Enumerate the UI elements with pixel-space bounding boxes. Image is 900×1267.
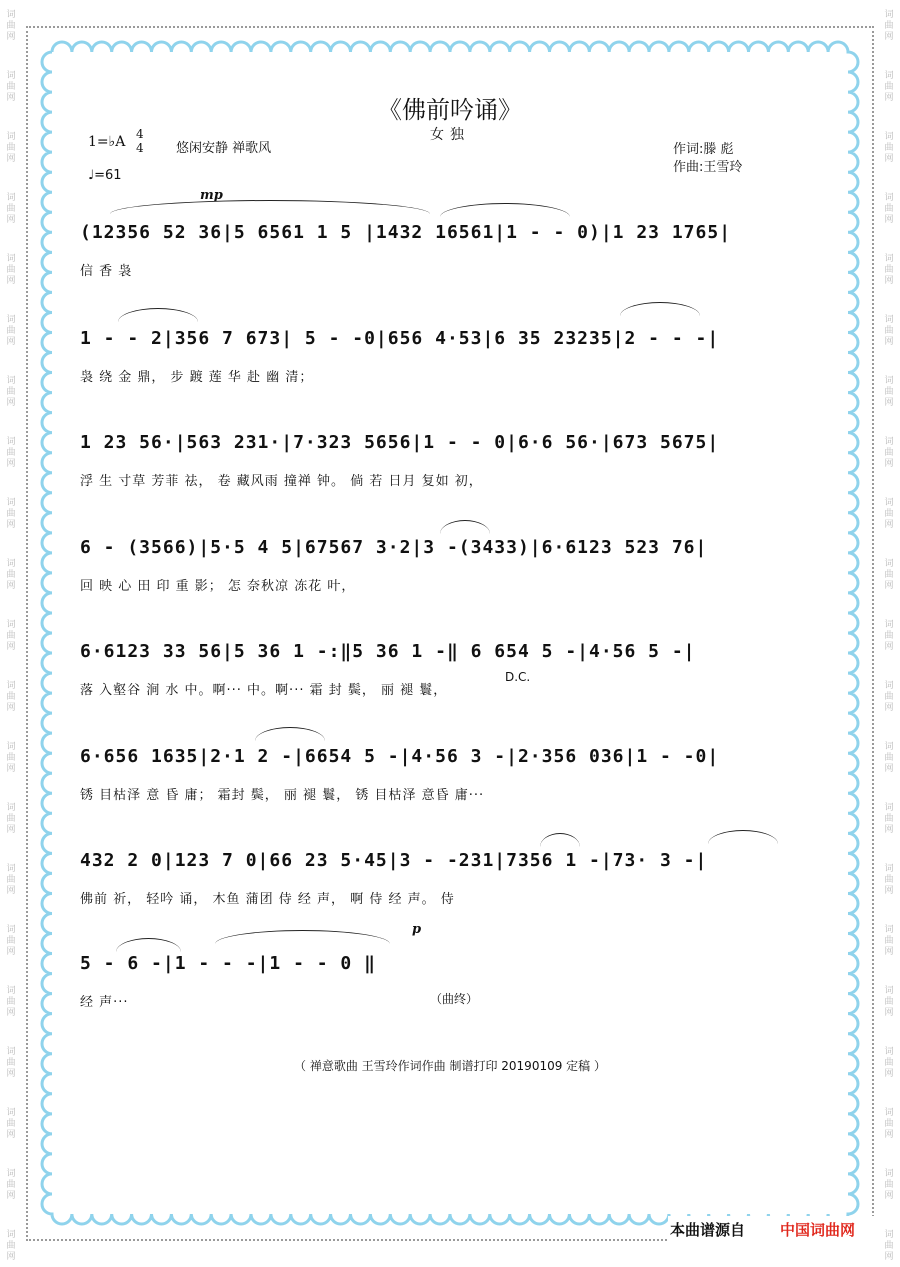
watermark-char: 词: [6, 559, 16, 569]
watermark-char: 词: [6, 925, 16, 935]
watermark-char: 曲: [884, 326, 894, 336]
watermark-char: 曲: [6, 448, 16, 458]
watermark-char: 网: [6, 520, 16, 530]
watermark-group: [6, 925, 15, 958]
end-marking: （曲终）: [430, 992, 479, 1006]
watermark-char: 网: [884, 337, 894, 347]
watermark-char: 曲: [6, 143, 16, 153]
watermark-char: 网: [884, 764, 894, 774]
watermark-group: [884, 1169, 893, 1202]
watermark-group: [6, 254, 15, 287]
watermark-char: 曲: [884, 265, 894, 275]
right-watermark-column: [878, 0, 900, 1267]
lyrics-line: 浮 生 寸草 芳菲 祛， 卷 藏风雨 撞禅 钟。 倘 若 日月 复如 初，: [80, 474, 483, 489]
watermark-char: 词: [884, 498, 894, 508]
watermark-char: 曲: [884, 204, 894, 214]
watermark-char: 词: [884, 1047, 894, 1057]
watermark-char: 曲: [884, 448, 894, 458]
watermark-char: 曲: [884, 692, 894, 702]
watermark-char: 词: [884, 986, 894, 996]
watermark-group: [884, 681, 893, 714]
watermark-char: 词: [884, 10, 894, 20]
watermark-group: [884, 315, 893, 348]
watermark-char: 词: [6, 986, 16, 996]
watermark-char: 网: [6, 215, 16, 225]
watermark-char: 网: [6, 398, 16, 408]
time-signature: [136, 127, 144, 155]
watermark-char: 网: [884, 1008, 894, 1018]
dynamic-start: mp: [200, 188, 223, 203]
watermark-char: 词: [6, 498, 16, 508]
watermark-char: 网: [6, 93, 16, 103]
time-signature-bottom: 4: [136, 141, 144, 155]
watermark-char: 词: [884, 620, 894, 630]
watermark-char: 曲: [6, 631, 16, 641]
watermark-char: 词: [884, 71, 894, 81]
dc-marking: D.C.: [505, 670, 531, 684]
source-site-link[interactable]: 中国词曲网: [780, 1221, 856, 1239]
watermark-char: 词: [6, 376, 16, 386]
watermark-group: [6, 681, 15, 714]
watermark-char: 网: [6, 947, 16, 957]
watermark-char: 网: [6, 825, 16, 835]
lyrics-line: 信 香 袅: [80, 264, 133, 279]
watermark-group: [884, 1230, 893, 1263]
lyricist-credit: 作词:滕 彪: [673, 142, 734, 157]
composer-credit: 作曲:王雪玲: [673, 160, 743, 175]
watermark-char: 曲: [6, 204, 16, 214]
watermark-group: [884, 986, 893, 1019]
watermark-char: 词: [884, 1169, 894, 1179]
notation-line: (12356 52 36|5 6561 1 5 |1432 16561|1 - - 0)|1 23 1765|: [80, 222, 732, 243]
mood-marking: 悠闲安静 禅歌风: [176, 141, 272, 156]
watermark-char: 曲: [884, 1058, 894, 1068]
watermark-char: 曲: [884, 814, 894, 824]
watermark-char: 网: [6, 337, 16, 347]
watermark-char: 词: [6, 1169, 16, 1179]
watermark-char: 词: [884, 1108, 894, 1118]
watermark-char: 网: [884, 581, 894, 591]
watermark-char: 网: [6, 154, 16, 164]
watermark-char: 曲: [6, 21, 16, 31]
watermark-group: [6, 437, 15, 470]
watermark-char: 曲: [6, 814, 16, 824]
watermark-char: 曲: [884, 1241, 894, 1251]
watermark-group: [6, 803, 15, 836]
watermark-group: [6, 193, 15, 226]
watermark-char: 词: [884, 437, 894, 447]
watermark-char: 曲: [884, 143, 894, 153]
notation-line: 1 23 56·|563 231·|7·323 5656|1 - - 0|6·6 56·|673 5675|: [80, 432, 720, 453]
notation-line: 432 2 0|123 7 0|66 23 5·45|3 - -231|7356 1 -|73· 3 -|: [80, 850, 708, 871]
watermark-char: 网: [884, 1130, 894, 1140]
watermark-char: 词: [6, 620, 16, 630]
watermark-char: 词: [884, 559, 894, 569]
watermark-char: 曲: [884, 21, 894, 31]
notation-line: 1 - - 2|356 7 673| 5 - -0|656 4·53|6 35 23235|2 - - -|: [80, 328, 720, 349]
watermark-char: 曲: [6, 1241, 16, 1251]
watermark-group: [6, 376, 15, 409]
watermark-char: 网: [6, 886, 16, 896]
watermark-group: [884, 193, 893, 226]
watermark-char: 网: [884, 32, 894, 42]
watermark-char: 网: [884, 1069, 894, 1079]
watermark-char: 词: [6, 681, 16, 691]
watermark-char: 网: [6, 459, 16, 469]
watermark-char: 曲: [884, 631, 894, 641]
watermark-char: 曲: [6, 265, 16, 275]
watermark-char: 曲: [6, 387, 16, 397]
watermark-char: 网: [6, 1008, 16, 1018]
watermark-char: 网: [884, 1252, 894, 1262]
watermark-char: 词: [6, 742, 16, 752]
watermark-group: [884, 10, 893, 43]
watermark-char: 曲: [884, 1180, 894, 1190]
watermark-group: [884, 498, 893, 531]
watermark-char: 曲: [6, 875, 16, 885]
watermark-group: [884, 620, 893, 653]
watermark-char: 曲: [6, 753, 16, 763]
watermark-char: 曲: [6, 936, 16, 946]
watermark-char: 曲: [884, 82, 894, 92]
watermark-char: 网: [884, 520, 894, 530]
footer-note: （ 禅意歌曲 王雪玲作词作曲 制谱打印 20190109 定稿 ）: [294, 1059, 606, 1073]
lyrics-line: 锈 目枯泽 意 昏 庸； 霜封 鬓， 丽 褪 鬟， 锈 目枯泽 意昏 庸···: [80, 788, 485, 803]
watermark-char: 曲: [6, 1180, 16, 1190]
watermark-char: 网: [6, 276, 16, 286]
watermark-char: 曲: [6, 692, 16, 702]
watermark-char: 词: [6, 193, 16, 203]
watermark-char: 网: [884, 1191, 894, 1201]
watermark-char: 词: [6, 1108, 16, 1118]
watermark-char: 词: [884, 193, 894, 203]
watermark-char: 曲: [6, 997, 16, 1007]
watermark-group: [884, 1108, 893, 1141]
notation-line: 6·6123 33 56|5 36 1 -:‖5 36 1 -‖ 6 654 5 -|4·56 5 -|: [80, 641, 696, 662]
notation-line: 6·656 1635|2·1 2 -|6654 5 -|4·56 3 -|2·356 036|1 - -0|: [80, 746, 720, 767]
watermark-group: [6, 1230, 15, 1263]
watermark-char: 曲: [6, 509, 16, 519]
watermark-char: 网: [6, 1130, 16, 1140]
watermark-char: 曲: [884, 936, 894, 946]
watermark-char: 词: [6, 132, 16, 142]
watermark-char: 网: [884, 154, 894, 164]
watermark-char: 网: [884, 459, 894, 469]
tempo-marking: ♩=61: [88, 168, 122, 183]
watermark-char: 网: [6, 703, 16, 713]
lyrics-line: 袅 绕 金 鼎， 步 踱 莲 华 赴 幽 清；: [80, 370, 314, 385]
source-label: 本曲谱源自: [670, 1221, 746, 1239]
watermark-char: 词: [6, 10, 16, 20]
watermark-group: [6, 742, 15, 775]
song-title: 《佛前吟诵》: [378, 96, 522, 124]
watermark-char: 网: [884, 886, 894, 896]
watermark-group: [884, 254, 893, 287]
key-signature: 1=♭A: [88, 134, 126, 150]
watermark-char: 词: [6, 1047, 16, 1057]
watermark-group: [884, 864, 893, 897]
watermark-char: 词: [884, 803, 894, 813]
watermark-char: 网: [884, 276, 894, 286]
watermark-char: 网: [6, 1191, 16, 1201]
watermark-char: 曲: [6, 1119, 16, 1129]
watermark-char: 词: [884, 1230, 894, 1240]
watermark-char: 词: [6, 1230, 16, 1240]
watermark-char: 曲: [6, 570, 16, 580]
watermark-char: 曲: [884, 570, 894, 580]
watermark-char: 词: [6, 315, 16, 325]
lyrics-line: 落 入壑谷 涧 水 中。啊··· 中。啊··· 霜 封 鬓， 丽 褪 鬟，: [80, 683, 448, 698]
watermark-char: 网: [884, 703, 894, 713]
source-bar: [668, 1216, 874, 1242]
watermark-char: 词: [6, 71, 16, 81]
watermark-char: 曲: [6, 82, 16, 92]
watermark-char: 曲: [6, 326, 16, 336]
watermark-char: 曲: [6, 1058, 16, 1068]
watermark-char: 曲: [884, 387, 894, 397]
watermark-group: [884, 437, 893, 470]
watermark-group: [6, 315, 15, 348]
watermark-char: 词: [884, 376, 894, 386]
watermark-char: 词: [6, 803, 16, 813]
watermark-group: [6, 1108, 15, 1141]
watermark-char: 网: [6, 581, 16, 591]
watermark-char: 词: [884, 132, 894, 142]
song-subtitle: 女独: [430, 127, 470, 143]
watermark-group: [6, 559, 15, 592]
watermark-char: 词: [884, 681, 894, 691]
watermark-group: [6, 864, 15, 897]
watermark-char: 词: [884, 925, 894, 935]
watermark-char: 网: [6, 1069, 16, 1079]
watermark-char: 曲: [884, 875, 894, 885]
scallop-path: [42, 42, 858, 1224]
watermark-char: 网: [884, 642, 894, 652]
left-watermark-column: [0, 0, 22, 1267]
watermark-char: 词: [6, 254, 16, 264]
watermark-group: [6, 10, 15, 43]
watermark-char: 曲: [884, 509, 894, 519]
watermark-group: [6, 986, 15, 1019]
watermark-char: 网: [884, 398, 894, 408]
watermark-char: 网: [884, 947, 894, 957]
watermark-char: 网: [884, 215, 894, 225]
watermark-group: [6, 1169, 15, 1202]
watermark-char: 网: [6, 642, 16, 652]
lyrics-line: 经 声···: [80, 995, 129, 1010]
watermark-char: 词: [6, 864, 16, 874]
watermark-group: [6, 498, 15, 531]
watermark-group: [884, 376, 893, 409]
watermark-char: 曲: [884, 997, 894, 1007]
lyrics-line: 佛前 祈， 轻吟 诵， 木鱼 蒲团 侍 经 声， 啊 侍 经 声。 侍: [80, 892, 455, 907]
lyrics-line: 回 映 心 田 印 重 影； 怎 奈秋凉 冻花 叶，: [80, 579, 356, 594]
watermark-char: 网: [884, 825, 894, 835]
watermark-group: [884, 559, 893, 592]
watermark-char: 网: [6, 32, 16, 42]
watermark-char: 词: [884, 864, 894, 874]
watermark-char: 网: [884, 93, 894, 103]
watermark-group: [884, 925, 893, 958]
watermark-char: 曲: [884, 753, 894, 763]
watermark-group: [884, 742, 893, 775]
watermark-group: [6, 620, 15, 653]
watermark-char: 词: [6, 437, 16, 447]
watermark-char: 网: [6, 1252, 16, 1262]
watermark-char: 词: [884, 254, 894, 264]
watermark-char: 词: [884, 315, 894, 325]
watermark-group: [884, 803, 893, 836]
dynamic-end: p: [412, 922, 422, 937]
time-signature-top: 4: [136, 127, 144, 141]
notation-line: 6 - (3566)|5·5 4 5|67567 3·2|3 -(3433)|6·6123 523 76|: [80, 537, 708, 558]
watermark-char: 曲: [884, 1119, 894, 1129]
notation-line: 5 - 6 -|1 - - -|1 - - 0 ‖: [80, 953, 376, 974]
watermark-char: 网: [6, 764, 16, 774]
watermark-char: 词: [884, 742, 894, 752]
